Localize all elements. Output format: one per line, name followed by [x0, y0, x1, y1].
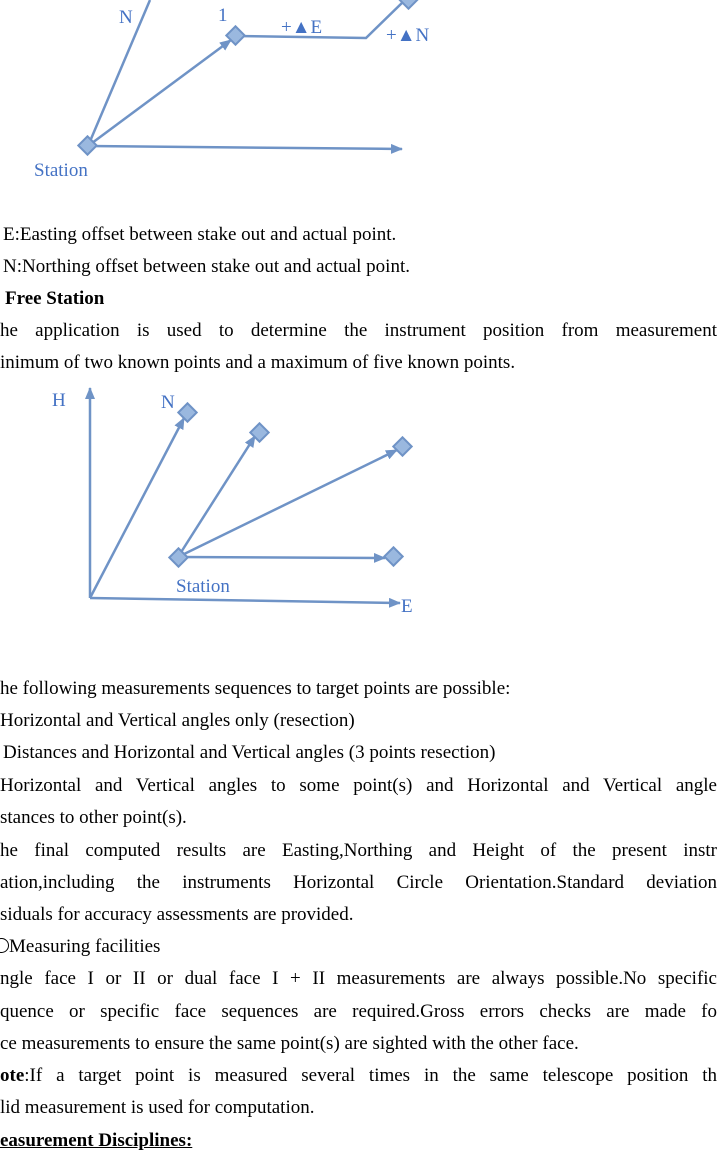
e-axis-arrow: [90, 598, 400, 603]
origin-to-north-point-arrow: [90, 418, 184, 598]
station-diamond: [78, 136, 96, 154]
free-station-diagram: [0, 380, 717, 620]
sequence-1: Horizontal and Vertical angles only (resection): [0, 710, 355, 731]
sequence-3-line2: stances to other point(s).: [0, 807, 187, 828]
n-label: N: [161, 392, 175, 413]
free-station-intro-line1: he application is used to determine the instrument position from measurement: [0, 320, 717, 341]
free-station-intro-line2: inimum of two known points and a maximum of five known points.: [0, 352, 516, 373]
station-label: Station: [176, 576, 230, 597]
northing-definition: N:Northing offset between stake out and actual point.: [3, 256, 410, 277]
results-line2: ation,including the instruments Horizontal Circle Orientation.Standard deviation: [0, 872, 717, 893]
facilities-heading-text: Measuring facilities: [9, 936, 161, 957]
note-label: ote: [0, 1065, 25, 1086]
measuring-facilities-heading: [0, 935, 160, 959]
sequence-3-line1: Horizontal and Vertical angles to some point(s) and Horizontal and Vertical angle: [0, 775, 717, 796]
sequences-intro: he following measurements sequences to target points are possible:: [0, 678, 511, 699]
results-line3: siduals for accuracy assessments are provided.: [0, 904, 354, 925]
easting-definition: E:Easting offset between stake out and actual point.: [3, 224, 397, 245]
free-station-heading: Free Station: [5, 288, 105, 309]
results-line1: he final computed results are Easting,Northing and Height of the present instr: [0, 840, 717, 861]
station-diamond: [169, 548, 187, 566]
facilities-line2: quence or specific face sequences are required.Gross errors checks are made fo: [0, 1001, 717, 1022]
stakeout-diagram: [0, 0, 717, 190]
measurement-disciplines-heading: easurement Disciplines:: [0, 1130, 193, 1151]
delta-n-label: +▲N: [386, 25, 430, 46]
facilities-line3: ce measurements to ensure the same point(s) are sighted with the other face.: [0, 1033, 579, 1054]
note-line1: [0, 1064, 717, 1088]
note-line2: lid measurement is used for computation.: [0, 1097, 315, 1118]
h-axis-label: H: [52, 390, 66, 411]
e-axis-label: E: [401, 596, 413, 617]
sequence-2: Distances and Horizontal and Vertical angles (3 points resection): [3, 742, 496, 763]
north-point-diamond: [178, 403, 196, 421]
circled-number-icon: [0, 938, 9, 953]
facilities-line1: ngle face I or II or dual face I + II measurements are always possible.No specific: [0, 968, 717, 989]
note-text: :If a target point is measured several times in the same telescope position th: [24, 1065, 717, 1086]
station-east-arrow: [88, 146, 402, 149]
point-b-diamond: [393, 437, 411, 455]
point-c-diamond: [384, 547, 402, 565]
point1-label: 1: [218, 5, 228, 26]
north-label: N: [119, 7, 133, 28]
delta-e-label: +▲E: [281, 17, 323, 38]
station-label: Station: [34, 160, 88, 181]
station-to-point-c-arrow: [178, 557, 385, 558]
